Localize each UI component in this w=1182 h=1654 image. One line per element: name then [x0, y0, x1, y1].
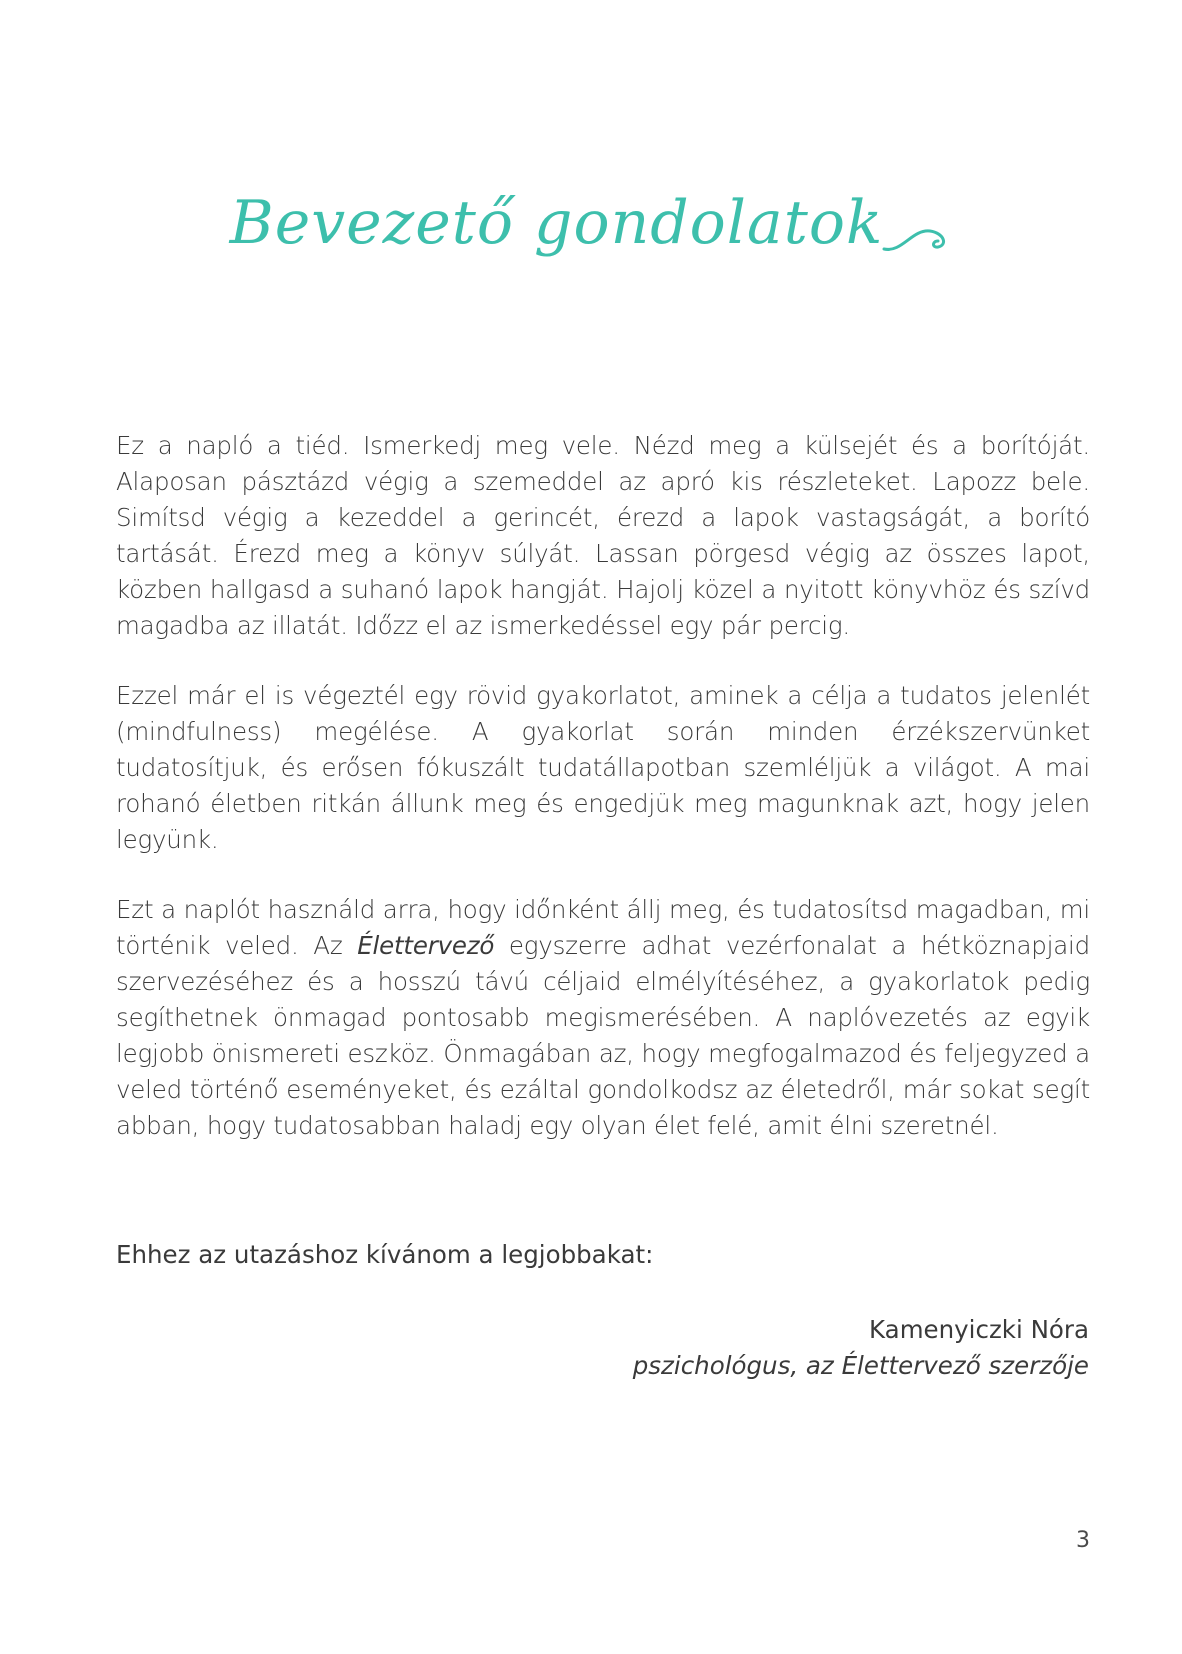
- paragraph-3: [116, 892, 1090, 1144]
- signature-block: [633, 1312, 1089, 1384]
- page-title: Bevezető gondolatok: [229, 188, 884, 258]
- paragraph-3-text-start: Ezt a naplót használd arra, hogy időnként állj meg, és tudatosítsd magadban, mi történik veled. Az: [116, 895, 1090, 960]
- page-number: 3: [1076, 1528, 1090, 1553]
- title-swash-ornament: [882, 219, 952, 259]
- title-block: [0, 190, 1182, 259]
- paragraph-1: Ez a napló a tiéd. Ismerkedj meg vele. Nézd meg a külsejét és a borítóját. Alaposan pásztázd végig a szemeddel az apró kis részleteket. Lapozz bele. Simítsd végig a kezeddel a gerincét, érezd a lapok vastagságát, a borító tartását. Érezd meg a könyv súlyát. Lassan pörgesd végig az összes lapot, közben hallgasd a suhanó lapok hangját. Hajolj közel a nyitott könyvhöz és szívd magadba az illatát. Időzz el az ismerkedéssel egy pár percig.: [116, 431, 1090, 640]
- author-name: Kamenyiczki Nóra: [869, 1315, 1089, 1344]
- paragraph-3-book-title: Élettervező: [357, 931, 495, 960]
- author-role: pszichológus, az Élettervező szerzője: [632, 1351, 1089, 1380]
- body-text: [116, 428, 1090, 1178]
- closing-line: Ehhez az utazáshoz kívánom a legjobbakat:: [116, 1240, 654, 1269]
- paragraph-3-text-end: egyszerre adhat vezérfonalat a hétköznapjaid szervezéséhez és a hosszú távú céljaid elmélyítéséhez, a gyakorlatok pedig segíthetnek önmagad pontosabb megismerésében. A naplóvezetés az egyik legjobb önismereti eszköz. Önmagában az, hogy megfogalmazod és feljegyzed a veled történő eseményeket, és ezáltal gondolkodsz az életedről, már sokat segít abban, hogy tudatosabban haladj egy olyan élet felé, amit élni szeretnél.: [116, 931, 1090, 1140]
- paragraph-2: Ezzel már el is végeztél egy rövid gyakorlatot, aminek a célja a tudatos jelenlét (mindfulness) megélése. A gyakorlat során minden érzékszervünket tudatosítjuk, és erősen fókuszált tudatállapotban szemléljük a világot. A mai rohanó életben ritkán állunk meg és engedjük meg magunknak azt, hogy jelen legyünk.: [116, 681, 1090, 854]
